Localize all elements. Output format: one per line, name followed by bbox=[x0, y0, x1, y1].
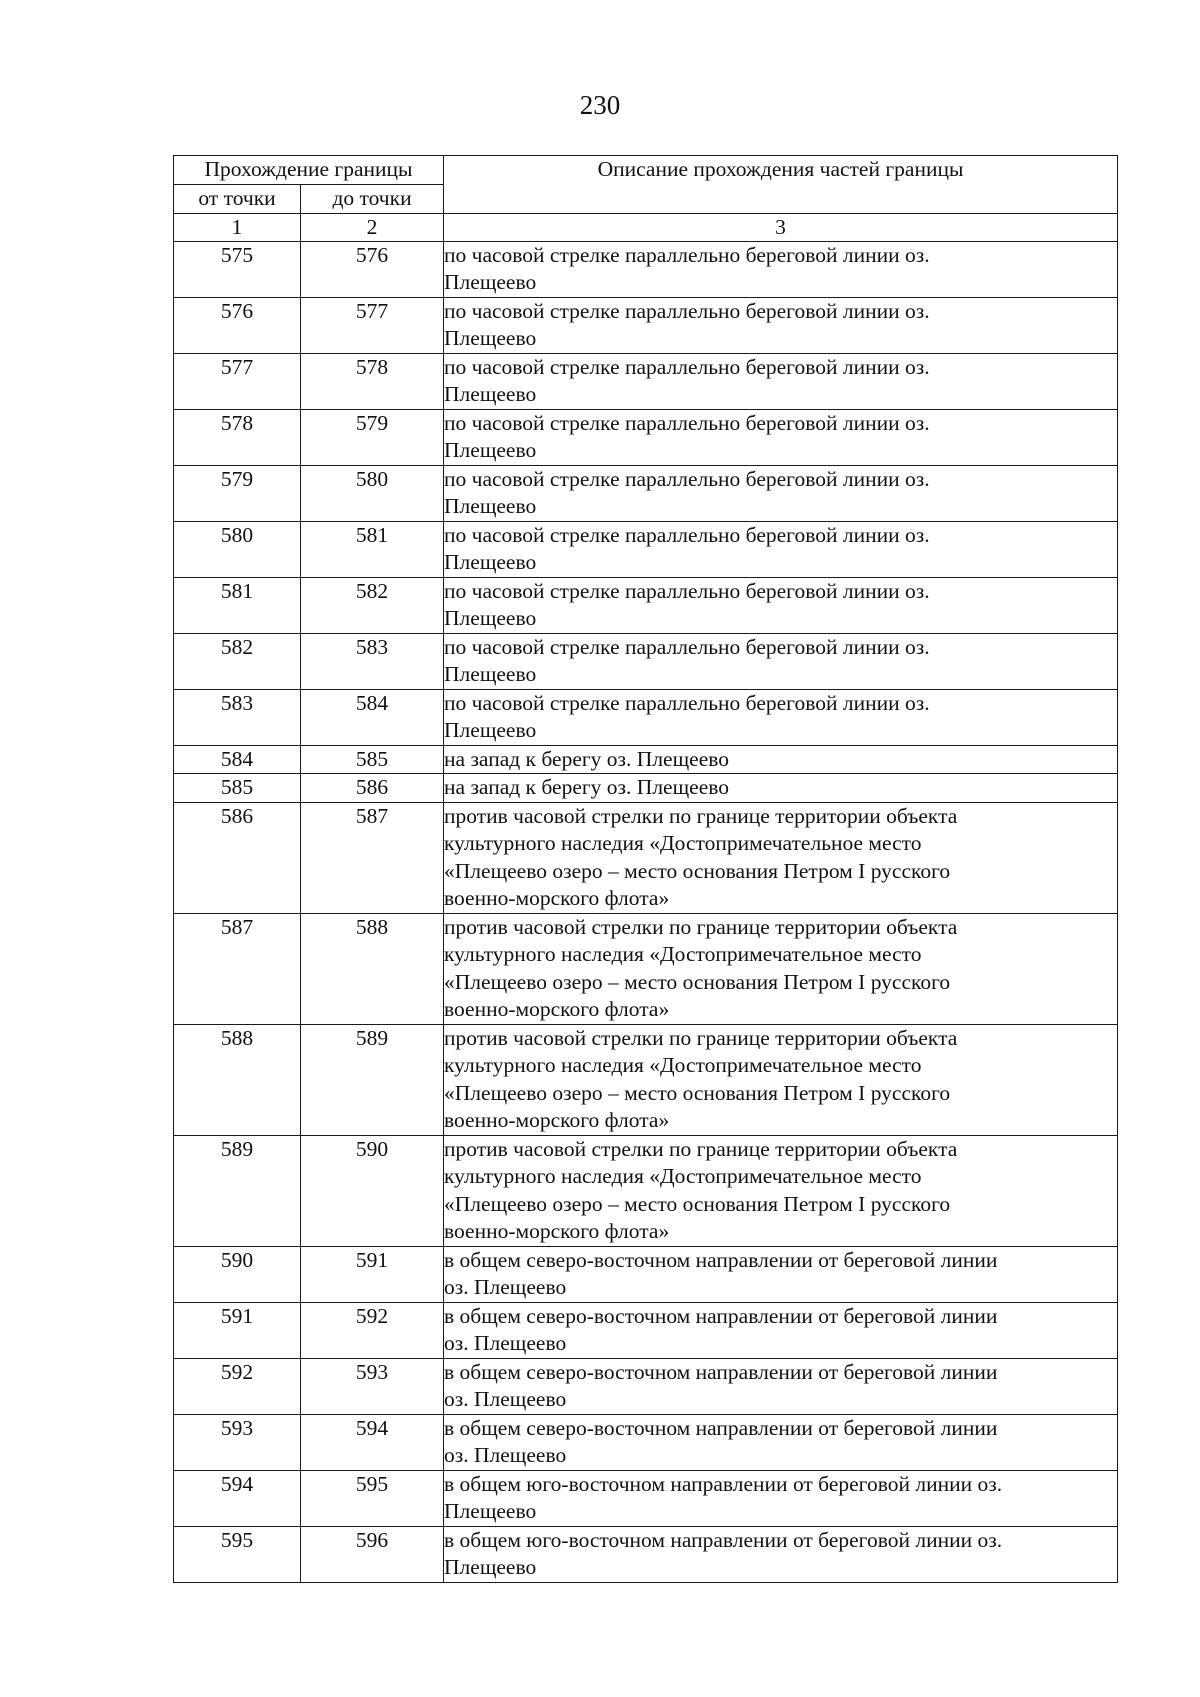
to-point-cell: 586 bbox=[301, 774, 444, 803]
description-cell bbox=[444, 1024, 1118, 1135]
from-point-cell: 592 bbox=[174, 1358, 301, 1414]
table-row bbox=[174, 409, 1118, 465]
description-cell bbox=[444, 1302, 1118, 1358]
from-point-cell: 582 bbox=[174, 633, 301, 689]
description-line: Плещеево bbox=[444, 550, 537, 574]
description-line: Плещеево bbox=[444, 1499, 537, 1523]
description-line: на запад к берегу оз. Плещеево bbox=[444, 775, 729, 799]
description-cell bbox=[444, 409, 1118, 465]
description-cell bbox=[444, 913, 1118, 1024]
description-line: против часовой стрелки по границе территории объекта bbox=[444, 1025, 958, 1050]
to-point-cell: 578 bbox=[301, 353, 444, 409]
table-row bbox=[174, 1414, 1118, 1470]
description-line: Плещеево bbox=[444, 662, 537, 686]
to-point-cell: 585 bbox=[301, 745, 444, 774]
table-row bbox=[174, 913, 1118, 1024]
table-header bbox=[174, 156, 1118, 242]
description-line: против часовой стрелки по границе территории объекта bbox=[444, 914, 958, 939]
boundary-table bbox=[173, 155, 1118, 1583]
to-point-cell: 588 bbox=[301, 913, 444, 1024]
description-cell bbox=[444, 521, 1118, 577]
to-point-cell: 577 bbox=[301, 297, 444, 353]
description-line: по часовой стрелке параллельно береговой линии оз. bbox=[444, 298, 930, 323]
table-row bbox=[174, 774, 1118, 803]
to-point-cell: 596 bbox=[301, 1526, 444, 1582]
description-line: на запад к берегу оз. Плещеево bbox=[444, 746, 729, 771]
description-cell bbox=[444, 1414, 1118, 1470]
from-point-cell: 589 bbox=[174, 1135, 301, 1246]
from-point-cell: 580 bbox=[174, 521, 301, 577]
from-point-cell: 590 bbox=[174, 1246, 301, 1302]
description-cell bbox=[444, 689, 1118, 745]
boundary-passage-header: Прохождение границы bbox=[174, 156, 444, 185]
description-line: по часовой стрелке параллельно береговой линии оз. bbox=[444, 634, 930, 659]
description-line: оз. Плещеево bbox=[444, 1275, 567, 1299]
description-line: в общем северо-восточном направлении от береговой линии bbox=[444, 1247, 998, 1272]
description-cell bbox=[444, 1358, 1118, 1414]
description-cell bbox=[444, 1246, 1118, 1302]
to-point-cell: 576 bbox=[301, 241, 444, 297]
description-cell bbox=[444, 297, 1118, 353]
column-number-2: 2 bbox=[301, 213, 444, 241]
to-point-cell: 594 bbox=[301, 1414, 444, 1470]
description-line: по часовой стрелке параллельно береговой линии оз. bbox=[444, 578, 930, 603]
description-line: Плещеево bbox=[444, 494, 537, 518]
description-line: по часовой стрелке параллельно береговой линии оз. bbox=[444, 466, 930, 491]
description-line: по часовой стрелке параллельно береговой линии оз. bbox=[444, 522, 930, 547]
description-cell bbox=[444, 745, 1118, 774]
description-header: Описание прохождения частей границы bbox=[444, 156, 1118, 214]
to-point-cell: 583 bbox=[301, 633, 444, 689]
table-row bbox=[174, 802, 1118, 913]
from-point-cell: 588 bbox=[174, 1024, 301, 1135]
description-cell bbox=[444, 353, 1118, 409]
table-row bbox=[174, 1024, 1118, 1135]
from-point-cell: 577 bbox=[174, 353, 301, 409]
from-point-cell: 585 bbox=[174, 774, 301, 803]
description-line: военно-морского флота» bbox=[444, 886, 670, 910]
table-row bbox=[174, 465, 1118, 521]
to-point-cell: 592 bbox=[301, 1302, 444, 1358]
description-line: культурного наследия «Достопримечательное место bbox=[444, 1164, 922, 1188]
table-row bbox=[174, 521, 1118, 577]
description-line: по часовой стрелке параллельно береговой линии оз. bbox=[444, 242, 930, 267]
description-line: Плещеево bbox=[444, 1555, 537, 1579]
description-line: культурного наследия «Достопримечательное место bbox=[444, 831, 922, 855]
table-row bbox=[174, 241, 1118, 297]
to-point-cell: 580 bbox=[301, 465, 444, 521]
to-point-cell: 589 bbox=[301, 1024, 444, 1135]
table-row bbox=[174, 689, 1118, 745]
from-point-cell: 578 bbox=[174, 409, 301, 465]
from-point-cell: 576 bbox=[174, 297, 301, 353]
description-cell bbox=[444, 465, 1118, 521]
from-point-cell: 595 bbox=[174, 1526, 301, 1582]
to-point-cell: 595 bbox=[301, 1470, 444, 1526]
description-cell bbox=[444, 1526, 1118, 1582]
description-line: по часовой стрелке параллельно береговой линии оз. bbox=[444, 354, 930, 379]
description-cell bbox=[444, 633, 1118, 689]
description-line: в общем юго-восточном направлении от береговой линии оз. bbox=[444, 1471, 1003, 1496]
description-line: в общем северо-восточном направлении от береговой линии bbox=[444, 1415, 998, 1440]
description-line: культурного наследия «Достопримечательное место bbox=[444, 942, 922, 966]
description-cell bbox=[444, 577, 1118, 633]
table-row bbox=[174, 353, 1118, 409]
table-row bbox=[174, 1135, 1118, 1246]
description-line: «Плещеево озеро – место основания Петром I русского bbox=[444, 969, 951, 994]
from-point-cell: 579 bbox=[174, 465, 301, 521]
description-line: Плещеево bbox=[444, 718, 537, 742]
description-cell bbox=[444, 802, 1118, 913]
description-line: против часовой стрелки по границе территории объекта bbox=[444, 1136, 958, 1161]
from-point-cell: 583 bbox=[174, 689, 301, 745]
to-point-cell: 587 bbox=[301, 802, 444, 913]
description-cell bbox=[444, 774, 1118, 803]
table-row bbox=[174, 577, 1118, 633]
description-line: по часовой стрелке параллельно береговой линии оз. bbox=[444, 690, 930, 715]
description-line: оз. Плещеево bbox=[444, 1331, 567, 1355]
description-line: военно-морского флота» bbox=[444, 1108, 670, 1132]
description-line: оз. Плещеево bbox=[444, 1443, 567, 1467]
description-line: военно-морского флота» bbox=[444, 1219, 670, 1243]
description-line: в общем северо-восточном направлении от береговой линии bbox=[444, 1303, 998, 1328]
table-body bbox=[174, 241, 1118, 1582]
description-cell bbox=[444, 1470, 1118, 1526]
description-line: в общем северо-восточном направлении от береговой линии bbox=[444, 1359, 998, 1384]
table-row bbox=[174, 297, 1118, 353]
description-line: против часовой стрелки по границе территории объекта bbox=[444, 803, 958, 828]
from-point-cell: 594 bbox=[174, 1470, 301, 1526]
description-line: Плещеево bbox=[444, 382, 537, 406]
to-point-cell: 591 bbox=[301, 1246, 444, 1302]
from-point-cell: 587 bbox=[174, 913, 301, 1024]
column-number-3: 3 bbox=[444, 213, 1118, 241]
description-line: Плещеево bbox=[444, 270, 537, 294]
from-point-cell: 581 bbox=[174, 577, 301, 633]
to-point-cell: 590 bbox=[301, 1135, 444, 1246]
to-point-cell: 581 bbox=[301, 521, 444, 577]
table-row bbox=[174, 633, 1118, 689]
to-point-cell: 582 bbox=[301, 577, 444, 633]
from-point-cell: 586 bbox=[174, 802, 301, 913]
description-line: «Плещеево озеро – место основания Петром I русского bbox=[444, 1191, 951, 1216]
table-row bbox=[174, 1358, 1118, 1414]
from-point-cell: 575 bbox=[174, 241, 301, 297]
from-point-cell: 584 bbox=[174, 745, 301, 774]
description-line: Плещеево bbox=[444, 438, 537, 462]
table-row bbox=[174, 1302, 1118, 1358]
description-line: Плещеево bbox=[444, 606, 537, 630]
description-line: «Плещеево озеро – место основания Петром I русского bbox=[444, 858, 951, 883]
from-point-header: от точки bbox=[174, 185, 301, 214]
from-point-cell: 593 bbox=[174, 1414, 301, 1470]
description-line: культурного наследия «Достопримечательное место bbox=[444, 1053, 922, 1077]
to-point-cell: 593 bbox=[301, 1358, 444, 1414]
from-point-cell: 591 bbox=[174, 1302, 301, 1358]
table-row bbox=[174, 1526, 1118, 1582]
description-line: Плещеево bbox=[444, 326, 537, 350]
table-row bbox=[174, 1246, 1118, 1302]
description-line: оз. Плещеево bbox=[444, 1387, 567, 1411]
description-line: «Плещеево озеро – место основания Петром I русского bbox=[444, 1080, 951, 1105]
table-row bbox=[174, 745, 1118, 774]
table-row bbox=[174, 1470, 1118, 1526]
description-line: в общем юго-восточном направлении от береговой линии оз. bbox=[444, 1527, 1003, 1552]
description-cell bbox=[444, 1135, 1118, 1246]
to-point-cell: 584 bbox=[301, 689, 444, 745]
description-line: военно-морского флота» bbox=[444, 997, 670, 1021]
to-point-cell: 579 bbox=[301, 409, 444, 465]
description-line: по часовой стрелке параллельно береговой линии оз. bbox=[444, 410, 930, 435]
to-point-header: до точки bbox=[301, 185, 444, 214]
column-number-1: 1 bbox=[174, 213, 301, 241]
page-number: 230 bbox=[579, 90, 621, 120]
description-cell bbox=[444, 241, 1118, 297]
